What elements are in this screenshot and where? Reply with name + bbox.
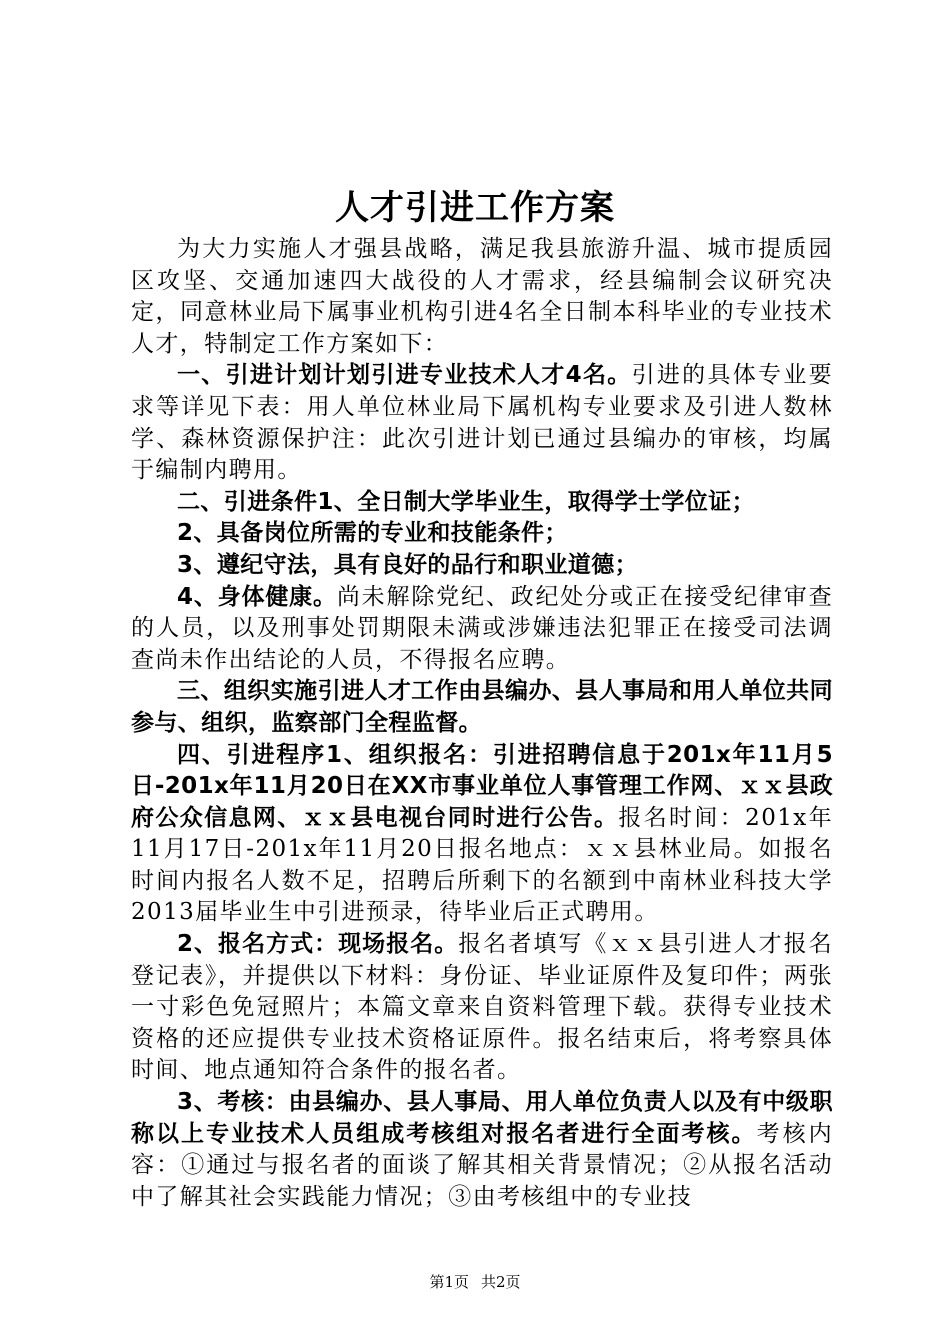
- paragraph-heading: 2、具备岗位所需的专业和技能条件；: [177, 520, 568, 547]
- paragraph-text: 尚未解除党纪、政纪处分或正在接受纪律审查的人员，以及刑事处罚期限未满或涉嫌违法犯罪正在接受司法调查尚未作出结论的人员，不得报名应聘。: [131, 583, 834, 673]
- paragraph-condition-4: [131, 582, 833, 677]
- paragraph-heading: 3、遵纪守法，具有良好的品行和职业道德；: [177, 551, 639, 578]
- document-body: [131, 234, 833, 1213]
- document-title: 人才引进工作方案: [335, 188, 615, 228]
- paragraph-heading: 三、组织实施引进人才工作由县编办、县人事局和用人单位共同参与、组织，监察部门全程监督。: [131, 678, 833, 736]
- paragraph-heading: 4、身体健康。: [177, 583, 337, 610]
- paragraph-text: 为大力实施人才强县战略，满足我县旅游升温、城市提质园区攻坚、交通加速四大战役的人才需求，经县编制会议研究决定，同意林业局下属事业机构引进4名全日制本科毕业的专业技术人才，特制定工作方案如下：: [131, 236, 833, 357]
- paragraph-heading: 四、引进程序1、组织报名：引进招聘信息于201x年11月5日-201x年11月20日在XX市事业单位人事管理工作网、ｘｘ县政府公众信息网、ｘｘ县电视台同时进行公告。: [131, 741, 833, 831]
- paragraph-section-2: [131, 487, 833, 519]
- paragraph-text: 报名时间：201x年11月17日-201x年11月20日报名地点：ｘｘ县林业局。如报名时间内报名人数不足，招聘后所剩下的名额到中南林业科技大学2013届毕业生中引进预录，待毕业后正式聘用。: [131, 804, 833, 926]
- paragraph-condition-2: [131, 518, 833, 550]
- paragraph-text: 报名者填写《ｘｘ县引进人才报名登记表》，并提供以下材料：身份证、毕业证原件及复印件；两张一寸彩色免冠照片；本篇文章来自资料管理下载。获得专业技术资格的还应提供专业技术资格证原件。报名结束后，将考察具体时间、地点通知符合条件的报名者。: [131, 931, 833, 1084]
- paragraph-procedure-3: [131, 1087, 833, 1213]
- paragraph-intro: [131, 234, 833, 360]
- paragraph-procedure-2: [131, 929, 833, 1087]
- paragraph-heading: 一、引进计划计划引进专业技术人才4名。: [177, 362, 632, 389]
- paragraph-section-3: [131, 676, 833, 739]
- paragraph-condition-3: [131, 550, 833, 582]
- paragraph-section-1: [131, 360, 833, 486]
- page-number: 第1页: [429, 1273, 469, 1291]
- paragraph-heading: 二、引进条件1、全日制大学毕业生，取得学士学位证；: [177, 488, 756, 515]
- paragraph-text: 考核内容：①通过与报名者的面谈了解其相关背景情况；②从报名活动中了解其社会实践能力情况；③由考核组中的专业技: [131, 1120, 834, 1210]
- paragraph-heading: 2、报名方式：现场报名。: [177, 931, 459, 958]
- paragraph-section-4: [131, 740, 833, 930]
- paragraph-heading: 3、考核：由县编办、县人事局、用人单位负责人以及有中级职称以上专业技术人员组成考核组对报名者进行全面考核。: [131, 1089, 833, 1147]
- page-total: 共2页: [481, 1273, 521, 1291]
- page-footer: [0, 1272, 950, 1292]
- paragraph-text: 引进的具体专业要求等详见下表：用人单位林业局下属机构专业要求及引进人数林学、森林资源保护注：此次引进计划已通过县编办的审核，均属于编制内聘用。: [131, 362, 834, 484]
